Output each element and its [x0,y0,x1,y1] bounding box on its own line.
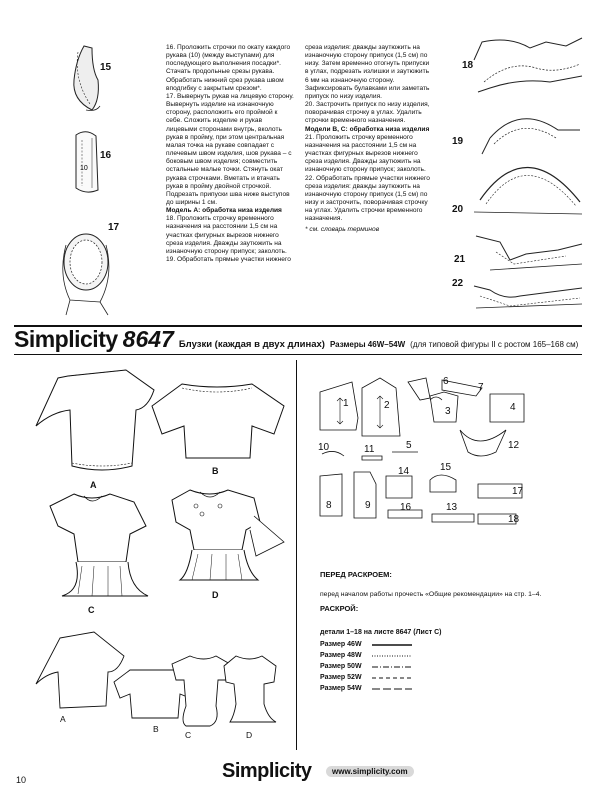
before-cutting-title: ПЕРЕД РАСКРОЕМ: [320,570,392,579]
piece-number-8: 8 [326,500,332,511]
legend-size-50w: Размер 50W [320,663,362,670]
piece-number-15: 15 [440,462,452,473]
piece-number-3: 3 [445,406,451,417]
piece-number-7: 7 [478,382,484,393]
view-label-d: D [212,590,219,600]
view-c-drawing [50,494,148,596]
footnote: * см. словарь терминов [305,226,380,234]
section-divider [296,360,297,750]
step-19-cont-text: среза изделия: дважды заутюжить на изнаночную сторону припуск (1,5 см) по низу. Затем временно отогнуть припуски в углах, подрезать излишки и заутюжить 6 мм на изнаночную сторону. Зафиксировать булавками или заметать припуск по низу изделия. [305,44,430,100]
sizes-label: Размеры 46W–54W [329,340,406,349]
piece-number-17: 17 [512,486,524,497]
step-19-text: 19. Обработать прямые участки нижнего [166,256,291,264]
pattern-header [14,326,582,352]
step-illustrations-right [470,34,586,316]
sizes-note: (для типовой фигуры II с ростом 165–168 см) [410,340,579,349]
piece-number-5: 5 [406,440,412,451]
brand-logo: Simplicity [14,326,118,352]
view-label-b: B [212,466,219,476]
legend-size-48w: Размер 48W [320,652,362,659]
step-21-text: 21. Проложить строчку временного назначения на расстоянии 1,5 см на участках фигурных вырезов нижнего среза изделия. Дважды заутюжить на изнаночную сторону припуск; заколоть. [305,133,426,174]
piece-14 [386,476,412,498]
piece-number-9: 9 [365,500,371,511]
step-18-text: 18. Проложить строчку временного назначения на расстоянии 1,5 см на участках фигурных вырезов нижнего среза изделия. Дважды заутюжить на изнаночную сторону припуск; заколоть. [166,215,287,255]
footer-brand: Simplicity [222,760,312,782]
step-16-text: 16. Проложить строчки по окату каждого рукава (10) (между выступами) для последующего выполнения посадки*. Стачать продольные срезы рукава. Обработать нижний срез рукава швом вподгибку с закрытым срезом*. [166,44,291,92]
piece-number-16: 16 [400,502,412,513]
piece-number-18: 18 [508,514,520,525]
piece-number-1: 1 [343,398,349,409]
footer-url[interactable]: www.simplicity.com [326,766,414,777]
piece-number-4: 4 [510,402,516,413]
pattern-number: 8647 [122,326,174,352]
view-label-a: A [90,480,97,490]
view-label-c: C [88,605,95,615]
step-number-17: 17 [108,222,120,233]
header-rule-bottom [14,354,582,355]
legend-size-54w: Размер 54W [320,685,362,692]
piece-number-2: 2 [384,400,390,411]
back-label-c: C [185,730,192,740]
step-number-18: 18 [462,60,474,71]
view-a-drawing [36,370,154,470]
back-label-b: B [153,724,159,734]
step-number-19: 19 [452,136,464,147]
piece-number-11: 11 [364,444,375,455]
step-20-text: 20. Застрочить припуск по низу изделия, поворачивая строчку в углах. Удалить строчки временного назначения. [305,101,430,125]
piece-number-14: 14 [398,466,410,477]
svg-text:10: 10 [80,165,88,172]
piece-9 [354,472,376,518]
back-views [30,626,280,738]
piece-11 [362,456,382,460]
step-number-22: 22 [452,278,464,289]
piece-4 [490,394,524,422]
piece-number-10: 10 [318,442,330,453]
instructions-column-2 [305,44,434,235]
piece-12 [460,430,506,456]
back-label-a: A [60,714,66,724]
legend-size-52w: Размер 52W [320,674,362,681]
back-label-d: D [246,730,253,740]
step-illustrations-left [56,40,136,320]
piece-6 [408,378,430,400]
step-number-20: 20 [452,204,464,215]
garment-views [22,366,292,598]
before-cutting-text: перед началом работы прочесть «Общие рекомендации» на стр. 1–4. [320,591,542,598]
cutting-section [320,570,582,694]
pattern-title: Блузки (каждая в двух длинах) [178,339,325,350]
model-bc-heading: Модели В, С: обработка низа изделия [305,125,430,133]
page-number: 10 [16,775,27,785]
piece-3 [430,392,458,422]
view-b-drawing [152,384,284,458]
step-22-text: 22. Обработать прямые участки нижнего среза изделия: дважды заутюжить на изнаночную сторону припуск (1,5 см) по низу и застрочить, поворачивая строчку на углах. Удалить строчки временного назначения. [305,174,430,223]
instructions-column-1 [166,44,295,264]
view-d-drawing [172,490,284,580]
legend-size-46w: Размер 46W [320,641,362,648]
sheet-line: детали 1–18 на листе 8647 (Лист С) [320,629,442,636]
piece-15 [430,475,456,492]
piece-13 [432,514,474,522]
piece-number-12: 12 [508,440,520,451]
step-number-15: 15 [100,62,112,73]
step-number-21: 21 [454,254,466,265]
piece-number-6: 6 [443,376,449,387]
cutting-layout-title: РАСКРОЙ: [320,604,359,613]
piece-number-13: 13 [446,502,458,513]
model-a-heading: Модель А: обработка низа изделия [166,207,282,215]
step-number-16: 16 [100,150,112,161]
step-17-text: 17. Вывернуть рукав на лицевую сторону. Вывернуть изделие на изнаночную сторону, расположить его проймой к себе. Сложить изделие и рукав лицевыми сторонами внутрь, вколоть рукав в пройму, при этом центральная малая точка на рукаве совпадает с плечевым швом изделия, шов рукава – с боковым швом изделия; совместить остальные малые точки. Стянуть окат рукава строчками. Вметать и втачать рукав в пройму двойной строчкой. Подрезать припуски шва ниже выступов до ширины 1 см. [166,92,294,206]
